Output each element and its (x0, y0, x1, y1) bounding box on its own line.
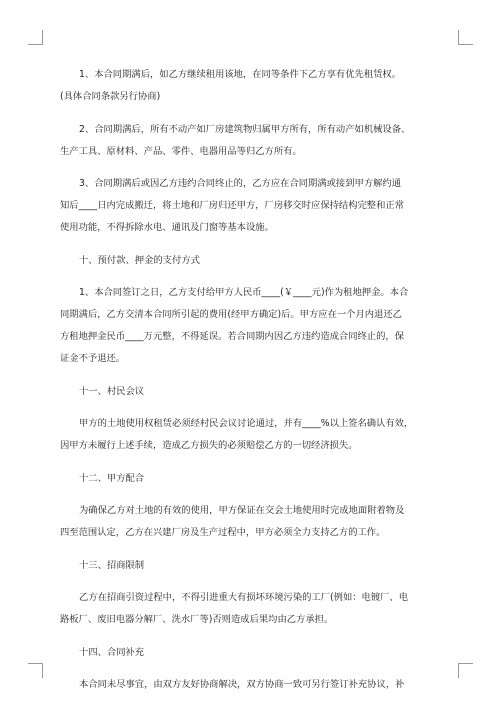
paragraph (60, 119, 440, 163)
paragraph-gap (60, 577, 440, 588)
crop-mark-bottom-right (458, 663, 473, 678)
text-line: 十三、招商限制 (79, 559, 145, 571)
paragraph-gap (60, 163, 440, 174)
paragraph-gap (60, 239, 440, 250)
paragraph-gap (60, 631, 440, 642)
paragraph (60, 173, 440, 239)
text-line: 甲方的土地使用权租赁必须经村民会议讨论通过，并有____%以上签名确认有效， (79, 418, 414, 429)
text-line: 知后____日内完成搬迁，将土地和厂房归还甲方，厂房移交时应保持结构完整和正常 (60, 200, 404, 211)
paragraph (60, 381, 440, 403)
text-line: 乙方在招商引资过程中，不得引进重大有损坏环境污染的工厂(例如：电镀厂、电 (79, 592, 409, 603)
paragraph (60, 413, 440, 457)
text-line: 2、合同期满后，所有不动产如厂房建筑物归属甲方所有，所有动产如机械设备、 (79, 123, 411, 135)
paragraph-gap (60, 664, 440, 675)
text-line: 路板厂、废旧电器分解厂、洗水厂等)否则造成后果均由乙方承担。 (60, 614, 334, 625)
text-line: 证金不予退还。 (60, 353, 126, 364)
text-line: 十二、甲方配合 (79, 472, 145, 484)
paragraph (60, 555, 440, 577)
paragraph (60, 587, 440, 631)
paragraph (60, 500, 440, 544)
crop-mark-top-left (28, 30, 43, 45)
text-line: 十四、合同补充 (79, 646, 145, 658)
paragraph-gap (60, 108, 440, 119)
paragraph-gap (60, 403, 440, 414)
paragraph-gap (60, 370, 440, 381)
text-line: 十一、村民会议 (79, 385, 145, 397)
text-line: 生产工具、原材料、产品、零件、电器用品等归乙方所有。 (60, 145, 302, 157)
text-line: 同期满后，乙方交清本合同所引起的费用(经甲方确定)后。甲方应在一个月内退还乙 (60, 309, 402, 320)
text-line: 十、预付款、押金的支付方式 (79, 254, 200, 266)
paragraph (60, 282, 440, 370)
text-line: 使用功能，不得拆除水电、通讯及门窗等基本设施。 (60, 222, 274, 233)
paragraph (60, 250, 440, 272)
paragraph (60, 674, 440, 696)
text-line: 因甲方未履行上述手续，造成乙方损失的必须赔偿乙方的一切经济损失。 (60, 440, 358, 451)
paragraph-gap (60, 490, 440, 501)
text-line: 1、本合同期满后，如乙方继续租用该地，在同等条件下乙方享有优先租赁权。 (79, 69, 402, 80)
text-line: 3、合同期满后或因乙方违约合同终止的，乙方应在合同期满或接到甲方解约通 (79, 178, 402, 189)
paragraph-gap (60, 457, 440, 468)
text-line: 方租地押金民币____万元整，不得延误。若合同期内因乙方违约造成合同终止的，保 (60, 331, 404, 342)
text-line: (具体合同条款另行协商) (60, 91, 161, 102)
crop-mark-top-right (458, 30, 473, 45)
text-line: 1、本合同签订之日，乙方支付给甲方人民币____(￥____元)作为租地押金。本合 (79, 287, 409, 298)
document-body (60, 64, 440, 696)
crop-mark-bottom-left (28, 663, 43, 678)
paragraph-gap (60, 544, 440, 555)
text-line: 为确保乙方对土地的有效的使用，甲方保证在交会土地使用时完成地面附着物及 (79, 505, 405, 516)
paragraph (60, 64, 440, 108)
text-line: 本合同未尽事宜，由双方友好协商解决，双方协商一致可另行签订补充协议，补 (79, 679, 405, 690)
paragraph (60, 468, 440, 490)
paragraph-gap (60, 272, 440, 283)
text-line: 四至范围认定，乙方在兴建厂房及生产过程中，甲方必须全力支持乙方的工作。 (60, 527, 386, 538)
paragraph (60, 642, 440, 664)
